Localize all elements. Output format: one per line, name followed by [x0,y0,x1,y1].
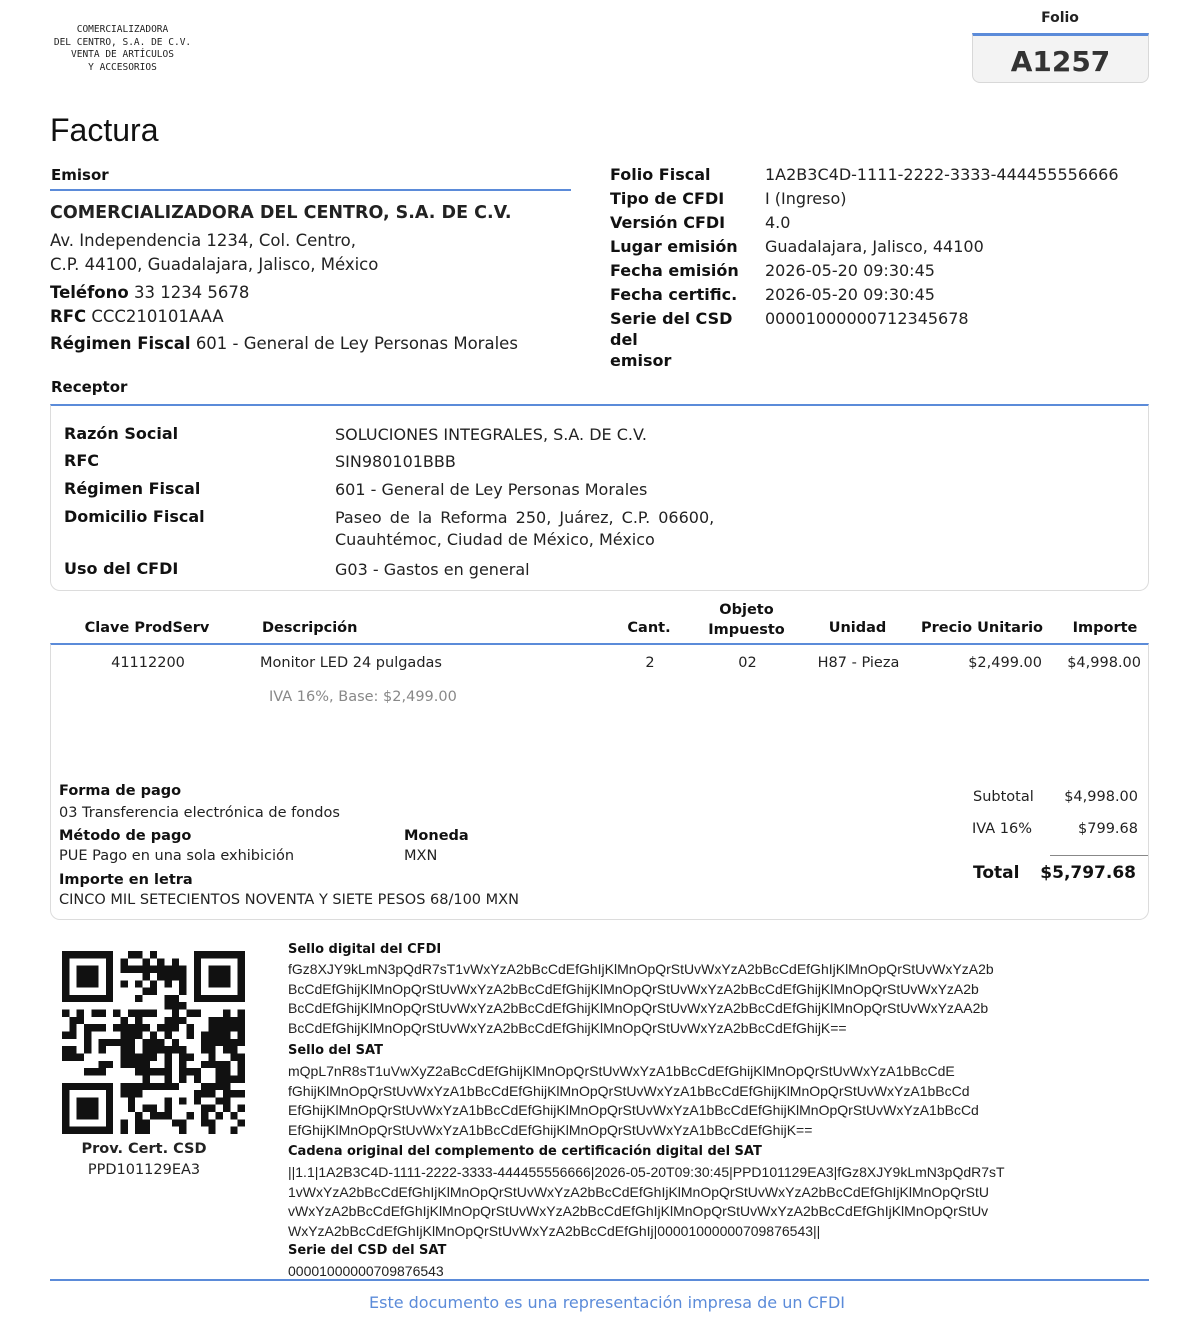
forma-pago-value: 03 Transferencia electrónica de fondos [59,805,340,821]
domicilio-line1: Paseo de la Reforma 250, Juárez, C.P. 06600, [335,508,715,527]
emisor-rfc [50,305,570,330]
emisor-section-label: Emisor [51,166,109,184]
fiscal-info [610,163,1150,373]
sello-sat-text [288,1062,1148,1140]
prov-cert-label: Prov. Cert. CSD [81,1141,207,1157]
items-table-header [50,600,1149,644]
col-header-objeto [700,600,793,640]
col-header-unidad: Unidad [828,620,887,636]
fiscal-key: Fecha certific. [610,285,738,304]
col-header-importe: Importe [1072,620,1138,636]
domicilio-line2: Cuauhtémoc, Ciudad de México, México [335,530,655,549]
col-header-objeto-line1: Objeto [719,602,774,618]
fiscal-key: Versión CFDI [610,213,726,232]
qr-code [62,951,245,1134]
receptor-row-uso [64,559,530,581]
receptor-value: G03 - Gastos en general [335,560,530,579]
receptor-value: SIN980101BBB [335,452,456,471]
logo-line: DEL CENTRO, S.A. DE C.V. [53,36,192,48]
sello-sat-line: EfGhijKlMnOpQrStUvWxYzA1bBcCdEfGhijKlMnOpQrStUvWxYzA1bBcCdEfGhijKlMnOpQrStUvWxYzA1bBcCd [288,1102,979,1118]
fiscal-key: Fecha emisión [610,261,739,280]
fiscal-value: 1A2B3C4D-1111-2222-3333-444455556666 [765,165,1119,184]
fiscal-row-fecha-certif [610,283,1150,307]
serie-csd-label-line1: Serie del CSD del [610,309,733,349]
sello-sat-line: fGhijKlMnOpQrStUvWxYzA1bBcCdEfGhijKlMnOpQrStUvWxYzA1bBcCdEfGhijKlMnOpQrStUvWxYzA1bBcCd [288,1082,970,1099]
forma-pago-label: Forma de pago [59,783,182,799]
folio-label: Folio [1041,10,1079,26]
sello-cfdi-line: BcCdEfGhijKlMnOpQrStUvWxYzA2bBcCdEfGhijKlMnOpQrStUvWxYzA2bBcCdEfGhijKlMnOpQrStUvWxYzAA2b [288,1000,989,1016]
fiscal-row-version [610,211,1150,235]
receptor-value [335,507,714,551]
cadena-line: WxYzA2bBcCdEfGhIjKlMnOpQrStUvWxYzA2bBcCdEfGhIj|00001000000709876543|| [288,1222,821,1239]
subtotal-value: $4,998.00 [1064,789,1138,805]
metodo-pago-label: Método de pago [59,828,192,844]
cadena-line: ||1.1|1A2B3C4D-1111-2222-3333-444455556666|2026-05-20T09:30:45|PPD101129EA3|fGz8XJY9kLmN3pQdR7sT [288,1164,1005,1180]
moneda-value: MXN [404,848,438,864]
fiscal-row-folio [610,163,1150,187]
receptor-key: Uso del CFDI [64,559,179,578]
col-header-clave: Clave ProdServ [84,620,210,636]
issuer-logo [50,24,195,74]
document-title: Factura [50,112,159,148]
serie-csd-sat-value: 00001000000709876543 [288,1263,444,1279]
fiscal-value: 2026-05-20 09:30:45 [765,261,935,280]
receptor-value: SOLUCIONES INTEGRALES, S.A. DE C.V. [335,425,647,444]
receptor-section-label: Receptor [51,378,128,396]
item-descripcion: Monitor LED 24 pulgadas [260,655,442,671]
emisor-phone-value: 33 1234 5678 [133,282,250,302]
emisor-phone-label: Teléfono [50,282,129,302]
emisor-regimen-value: 601 - General de Ley Personas Morales [195,333,518,353]
item-unidad: H87 - Pieza [817,655,900,671]
emisor-name: COMERCIALIZADORA DEL CENTRO, S.A. DE C.V. [50,203,512,223]
item-objeto: 02 [738,655,757,671]
receptor-panel [50,404,1149,591]
folio-value: A1257 [972,33,1149,83]
receptor-row-rfc [64,451,456,473]
importe-letra-value: CINCO MIL SETECIENTOS NOVENTA Y SIETE PESOS 68/100 MXN [59,892,519,908]
fiscal-value: Guadalajara, Jalisco, 44100 [765,237,984,256]
col-header-precio: Precio Unitario [920,620,1044,636]
cadena-line: vWxYzA2bBcCdEfGhIjKlMnOpQrStUvWxYzA2bBcCdEfGhIjKlMnOpQrStUvWxYzA2bBcCdEfGhIjKlMnOpQrStUv [288,1203,989,1219]
item-cant: 2 [645,655,655,671]
total-value: $5,797.68 [1040,863,1136,883]
serie-csd-label-line2: emisor [610,351,672,370]
total-label: Total [973,863,1020,883]
prov-cert-value: PPD101129EA3 [87,1162,201,1178]
sello-sat-line: mQpL7nR8sT1uVwXyZ2aBcCdEfGhijKlMnOpQrStUvWxYzA1bBcCdEfGhijKlMnOpQrStUvWxYzA1bBcCdE [288,1063,955,1079]
sello-cfdi-line: BcCdEfGhijKlMnOpQrStUvWxYzA2bBcCdEfGhijKlMnOpQrStUvWxYzA2bBcCdEfGhijKlMnOpQrStUvWxYzA2b [288,980,979,997]
serie-csd-sat-label: Serie del CSD del SAT [288,1243,447,1258]
metodo-pago-value: PUE Pago en una sola exhibición [59,848,295,864]
fiscal-key: Folio Fiscal [610,165,711,184]
receptor-key: Domicilio Fiscal [64,507,205,526]
item-importe: $4,998.00 [1067,655,1141,671]
receptor-key: Razón Social [64,424,179,443]
logo-line: VENTA DE ARTÍCULOS [71,49,174,60]
item-precio: $2,499.00 [968,655,1042,671]
subtotal-label: Subtotal [973,789,1034,805]
iva-value: $799.68 [1078,821,1138,837]
fiscal-value: 4.0 [765,213,791,232]
emisor-address-line1: Av. Independencia 1234, Col. Centro, [50,230,356,250]
fiscal-key: Lugar emisión [610,237,738,256]
item-tax-note: IVA 16%, Base: $2,499.00 [269,689,457,705]
receptor-key: Régimen Fiscal [64,479,201,498]
fiscal-value: 00001000000712345678 [765,309,969,328]
fiscal-value: I (Ingreso) [765,189,847,208]
footer-divider [50,1279,1149,1281]
fiscal-key: Tipo de CFDI [610,189,725,208]
cadena-line: 1vWxYzA2bBcCdEfGhIjKlMnOpQrStUvWxYzA2bBcCdEfGhIjKlMnOpQrStUvWxYzA2bBcCdEfGhIjKlMnOpQrStU [288,1183,989,1200]
cadena-original-label: Cadena original del complemento de certificación digital del SAT [288,1144,762,1159]
importe-letra-label: Importe en letra [59,872,193,888]
col-header-cant: Cant. [627,620,671,636]
emisor-rule [50,189,571,191]
emisor-rfc-label: RFC [50,307,87,326]
col-header-objeto-line2: Impuesto [708,622,785,638]
receptor-value: 601 - General de Ley Personas Morales [335,480,648,499]
emisor-phone [50,281,570,306]
fiscal-row-serie-csd [610,307,1150,373]
receptor-key: RFC [64,451,99,470]
fiscal-value: 2026-05-20 09:30:45 [765,285,935,304]
receptor-row-regimen [64,479,647,501]
emisor-block [50,201,570,356]
total-divider [1050,855,1148,856]
col-header-descripcion: Descripción [262,620,358,636]
emisor-regimen-label: Régimen Fiscal [50,333,191,353]
cadena-original-text [288,1163,1148,1241]
iva-label: IVA 16% [972,821,1033,837]
emisor-rfc-value: CCC210101AAA [91,307,224,326]
logo-line: COMERCIALIZADORA [76,24,169,35]
emisor-address-line2: C.P. 44100, Guadalajara, Jalisco, México [50,255,379,274]
sello-cfdi-label: Sello digital del CFDI [288,942,442,957]
fiscal-key [610,307,765,373]
logo-line: Y ACCESORIOS [88,61,157,73]
item-clave: 41112200 [111,655,185,671]
fiscal-row-fecha-emision [610,259,1150,283]
receptor-row-razon [64,424,647,446]
moneda-label: Moneda [404,828,469,844]
receptor-row-domicilio [64,507,714,551]
fiscal-row-tipo [610,187,1150,211]
sello-cfdi-line: fGz8XJY9kLmN3pQdR7sT1vWxYzA2bBcCdEfGhIjKlMnOpQrStUvWxYzA2bBcCdEfGhIjKlMnOpQrStUvWxYzA2b [288,961,994,977]
sello-sat-label: Sello del SAT [288,1043,383,1058]
fiscal-row-lugar [610,235,1150,259]
footer-note: Este documento es una representación impresa de un CFDI [369,1293,845,1312]
sello-cfdi-text [288,960,1148,1038]
sello-cfdi-line: BcCdEfGhijKlMnOpQrStUvWxYzA2bBcCdEfGhijKlMnOpQrStUvWxYzA2bBcCdEfGhijK== [288,1019,847,1036]
emisor-regimen [50,332,570,357]
sello-sat-line: EfGhijKlMnOpQrStUvWxYzA1bBcCdEfGhijKlMnOpQrStUvWxYzA1bBcCdEfGhijK== [288,1121,813,1138]
